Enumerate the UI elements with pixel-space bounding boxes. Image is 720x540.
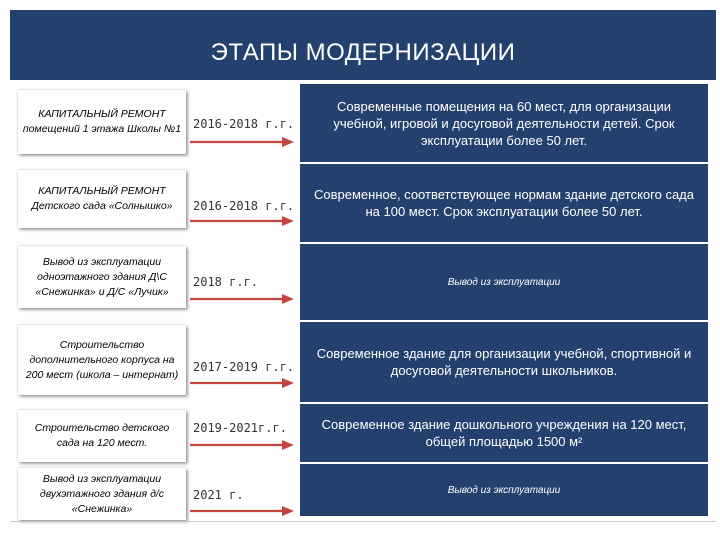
page-title: ЭТАПЫ МОДЕРНИЗАЦИИ — [210, 39, 516, 66]
period-label-5: 2019-2021г.г. — [193, 421, 287, 435]
stage-heading: КАПИТАЛЬНЫЙ РЕМОНТ — [38, 185, 166, 197]
arrow-icon — [190, 378, 294, 388]
result-box-3 — [300, 244, 708, 320]
arrow-icon — [190, 137, 294, 147]
result-text: Современные помещения на 60 мест, для организации учебной, игровой и досуговой деятельности детей. Срок эксплуатации более 50 лет. — [333, 98, 675, 148]
period-label-1: 2016-2018 г.г. — [193, 117, 295, 131]
header-banner — [10, 10, 716, 80]
arrow-icon — [190, 294, 294, 304]
period-label-4: 2017-2019 г.г. — [193, 360, 295, 374]
stage-heading: КАПИТАЛЬНЫЙ РЕМОНТ — [38, 108, 166, 120]
arrow-icon — [190, 216, 294, 226]
stage-box-5 — [18, 410, 186, 462]
period-label-6: 2021 г. — [193, 488, 244, 502]
stage-box-2 — [18, 170, 186, 228]
stage-box-3 — [18, 246, 186, 308]
stage-text: Вывод из эксплуатации двухэтажного здания д/с «Снежинка» — [39, 472, 165, 515]
result-box-6 — [300, 464, 708, 516]
stage-text: Детского сада «Солнышко» — [31, 200, 173, 212]
period-label-3: 2018 г.г. — [193, 275, 259, 289]
stage-box-4 — [18, 325, 186, 395]
stage-box-6 — [18, 468, 186, 520]
period-label-2: 2016-2018 г.г. — [193, 199, 295, 213]
stage-text: помещений 1 этажа Школы №1 — [22, 123, 182, 135]
result-text: Современное здание для организации учебной, спортивной и досуговой деятельности школьников. — [316, 346, 692, 378]
arrow-icon — [190, 440, 294, 450]
stage-text: Строительство детского сада на 120 мест. — [34, 422, 170, 449]
stage-text: Вывод из эксплуатации одноэтажного здания Д\С «Снежинка» и Д/С «Лучик» — [35, 255, 169, 298]
stage-text: Строительство дополнительного корпуса на 200 мест (школа – интернат) — [25, 338, 179, 381]
result-text: Вывод из эксплуатации — [447, 484, 561, 496]
result-box-5 — [300, 404, 708, 462]
stage-box-1 — [18, 90, 186, 154]
result-box-2 — [300, 164, 708, 242]
arrow-icon — [190, 506, 294, 516]
result-text: Вывод из эксплуатации — [447, 276, 561, 288]
result-box-4 — [300, 322, 708, 402]
result-text: Современное здание дошкольного учреждения на 120 мест, общей площадью 1500 м² — [321, 417, 687, 449]
result-text: Современное, соответствующее нормам здание детского сада на 100 мест. Срок эксплуатации более 50 лет. — [313, 187, 694, 219]
result-box-1 — [300, 84, 708, 162]
bottom-rule — [10, 521, 716, 522]
